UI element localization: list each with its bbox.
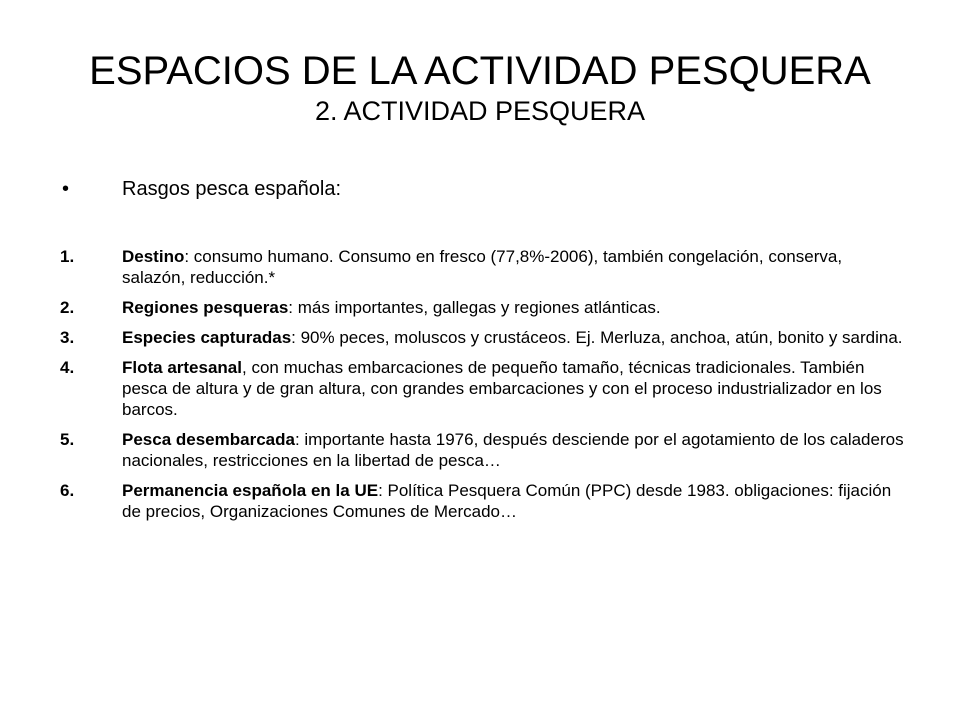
list-item-text	[122, 357, 910, 420]
list-item	[60, 297, 910, 318]
list-item-text	[122, 246, 910, 288]
list-item	[60, 357, 910, 420]
list-item-term: Especies capturadas	[122, 328, 292, 347]
list-item-number: 2.	[60, 298, 75, 317]
list-item-description: : importante hasta 1976, después desciende por el agotamiento de los caladeros nacionales, restricciones en la libertad de pesca…	[122, 430, 904, 470]
list-item	[60, 327, 910, 348]
list-item-term: Pesca desembarcada	[122, 430, 295, 449]
slide-title	[0, 48, 960, 128]
list-item-number: 6.	[60, 481, 75, 500]
list-item	[60, 480, 910, 522]
list-item-description: : consumo humano. Consumo en fresco (77,8%-2006), también congelación, conserva, salazón, reducción.*	[122, 247, 843, 287]
list-item-number: 3.	[60, 328, 75, 347]
title-subtitle: 2. ACTIVIDAD PESQUERA	[314, 96, 646, 126]
list-item-text	[122, 480, 910, 522]
title-main: ESPACIOS DE LA ACTIVIDAD PESQUERA	[89, 49, 871, 93]
list-item-number: 4.	[60, 358, 75, 377]
list-item	[60, 246, 910, 288]
list-item-term: Regiones pesqueras	[122, 298, 289, 317]
bullet-icon: •	[62, 178, 70, 200]
list-item	[60, 429, 910, 471]
list-item-description: : 90% peces, moluscos y crustáceos. Ej. Merluza, anchoa, atún, bonito y sardina.	[291, 328, 903, 347]
list-item-number: 5.	[60, 430, 75, 449]
list-item-term: Destino	[122, 247, 185, 266]
numbered-list	[60, 246, 910, 531]
list-item-description: : Política Pesquera Común (PPC) desde 1983. obligaciones: fijación de precios, Organizaciones Comunes de Mercado…	[122, 481, 892, 521]
list-item-text	[122, 429, 910, 471]
list-item-text	[122, 297, 910, 318]
intro-text: Rasgos pesca española:	[122, 178, 342, 200]
intro-bullet-line	[60, 176, 880, 202]
list-item-term: Permanencia española en la UE	[122, 481, 379, 500]
list-item-description: , con muchas embarcaciones de pequeño tamaño, técnicas tradicionales. También pesca de altura y de gran altura, con grandes embarcaciones y con el proceso industrializador en los barcos.	[122, 358, 882, 419]
list-item-text	[122, 327, 910, 348]
list-item-number: 1.	[60, 247, 75, 266]
list-item-term: Flota artesanal	[122, 358, 242, 377]
list-item-description: : más importantes, gallegas y regiones atlánticas.	[288, 298, 661, 317]
